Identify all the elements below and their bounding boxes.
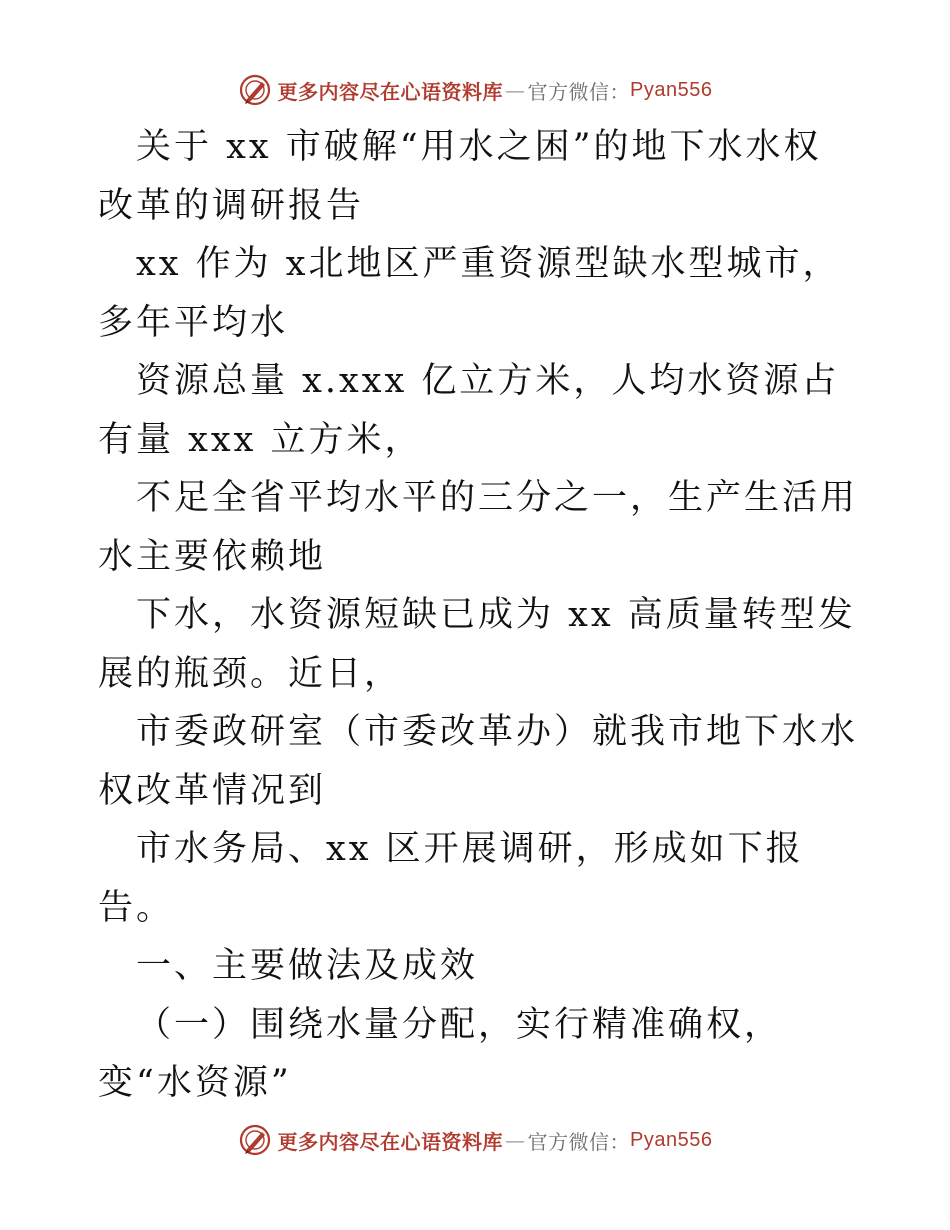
footer-watermark-banner <box>0 1120 950 1160</box>
banner-wechat-id: Pyan556 <box>630 1128 713 1151</box>
paragraph: 资源总量 x.xxx 亿立方米，人均水资源占有量 xxx 立方米， <box>98 361 840 460</box>
paragraph: 不足全省平均水平的三分之一，生产生活用水主要依赖地 <box>98 478 859 577</box>
banner-separator: — <box>505 78 526 102</box>
banner-title: 更多内容尽在心语资料库 <box>277 1129 504 1154</box>
banner-wechat-id: Pyan556 <box>630 78 713 101</box>
pen-logo-icon <box>238 73 272 107</box>
paragraph: 市水务局、xx 区开展调研，形成如下报告。 <box>98 829 804 928</box>
paragraph: 下水，水资源短缺已成为 xx 高质量转型发展的瓶颈。近日， <box>98 595 856 694</box>
document-body <box>98 118 858 1113</box>
section-heading: 一、主要做法及成效 <box>136 946 479 986</box>
banner-wechat-label: 官方微信： <box>527 79 631 104</box>
pen-logo-icon <box>238 1123 272 1157</box>
banner-wechat-label: 官方微信： <box>527 1129 631 1154</box>
paragraph: xx 作为 x北地区严重资源型缺水型城市，多年平均水 <box>98 244 841 343</box>
banner-title: 更多内容尽在心语资料库 <box>277 79 504 104</box>
header-watermark-banner <box>0 70 950 110</box>
paragraph: 关于 xx 市破解“用水之困”的地下水水权改革的调研报告 <box>98 127 822 226</box>
subsection-heading: （一）围绕水量分配，实行精准确权，变“水资源” <box>98 1004 783 1103</box>
paragraph: 市委政研室（市委改革办）就我市地下水水权改革情况到 <box>98 712 859 811</box>
banner-separator: — <box>505 1128 526 1152</box>
